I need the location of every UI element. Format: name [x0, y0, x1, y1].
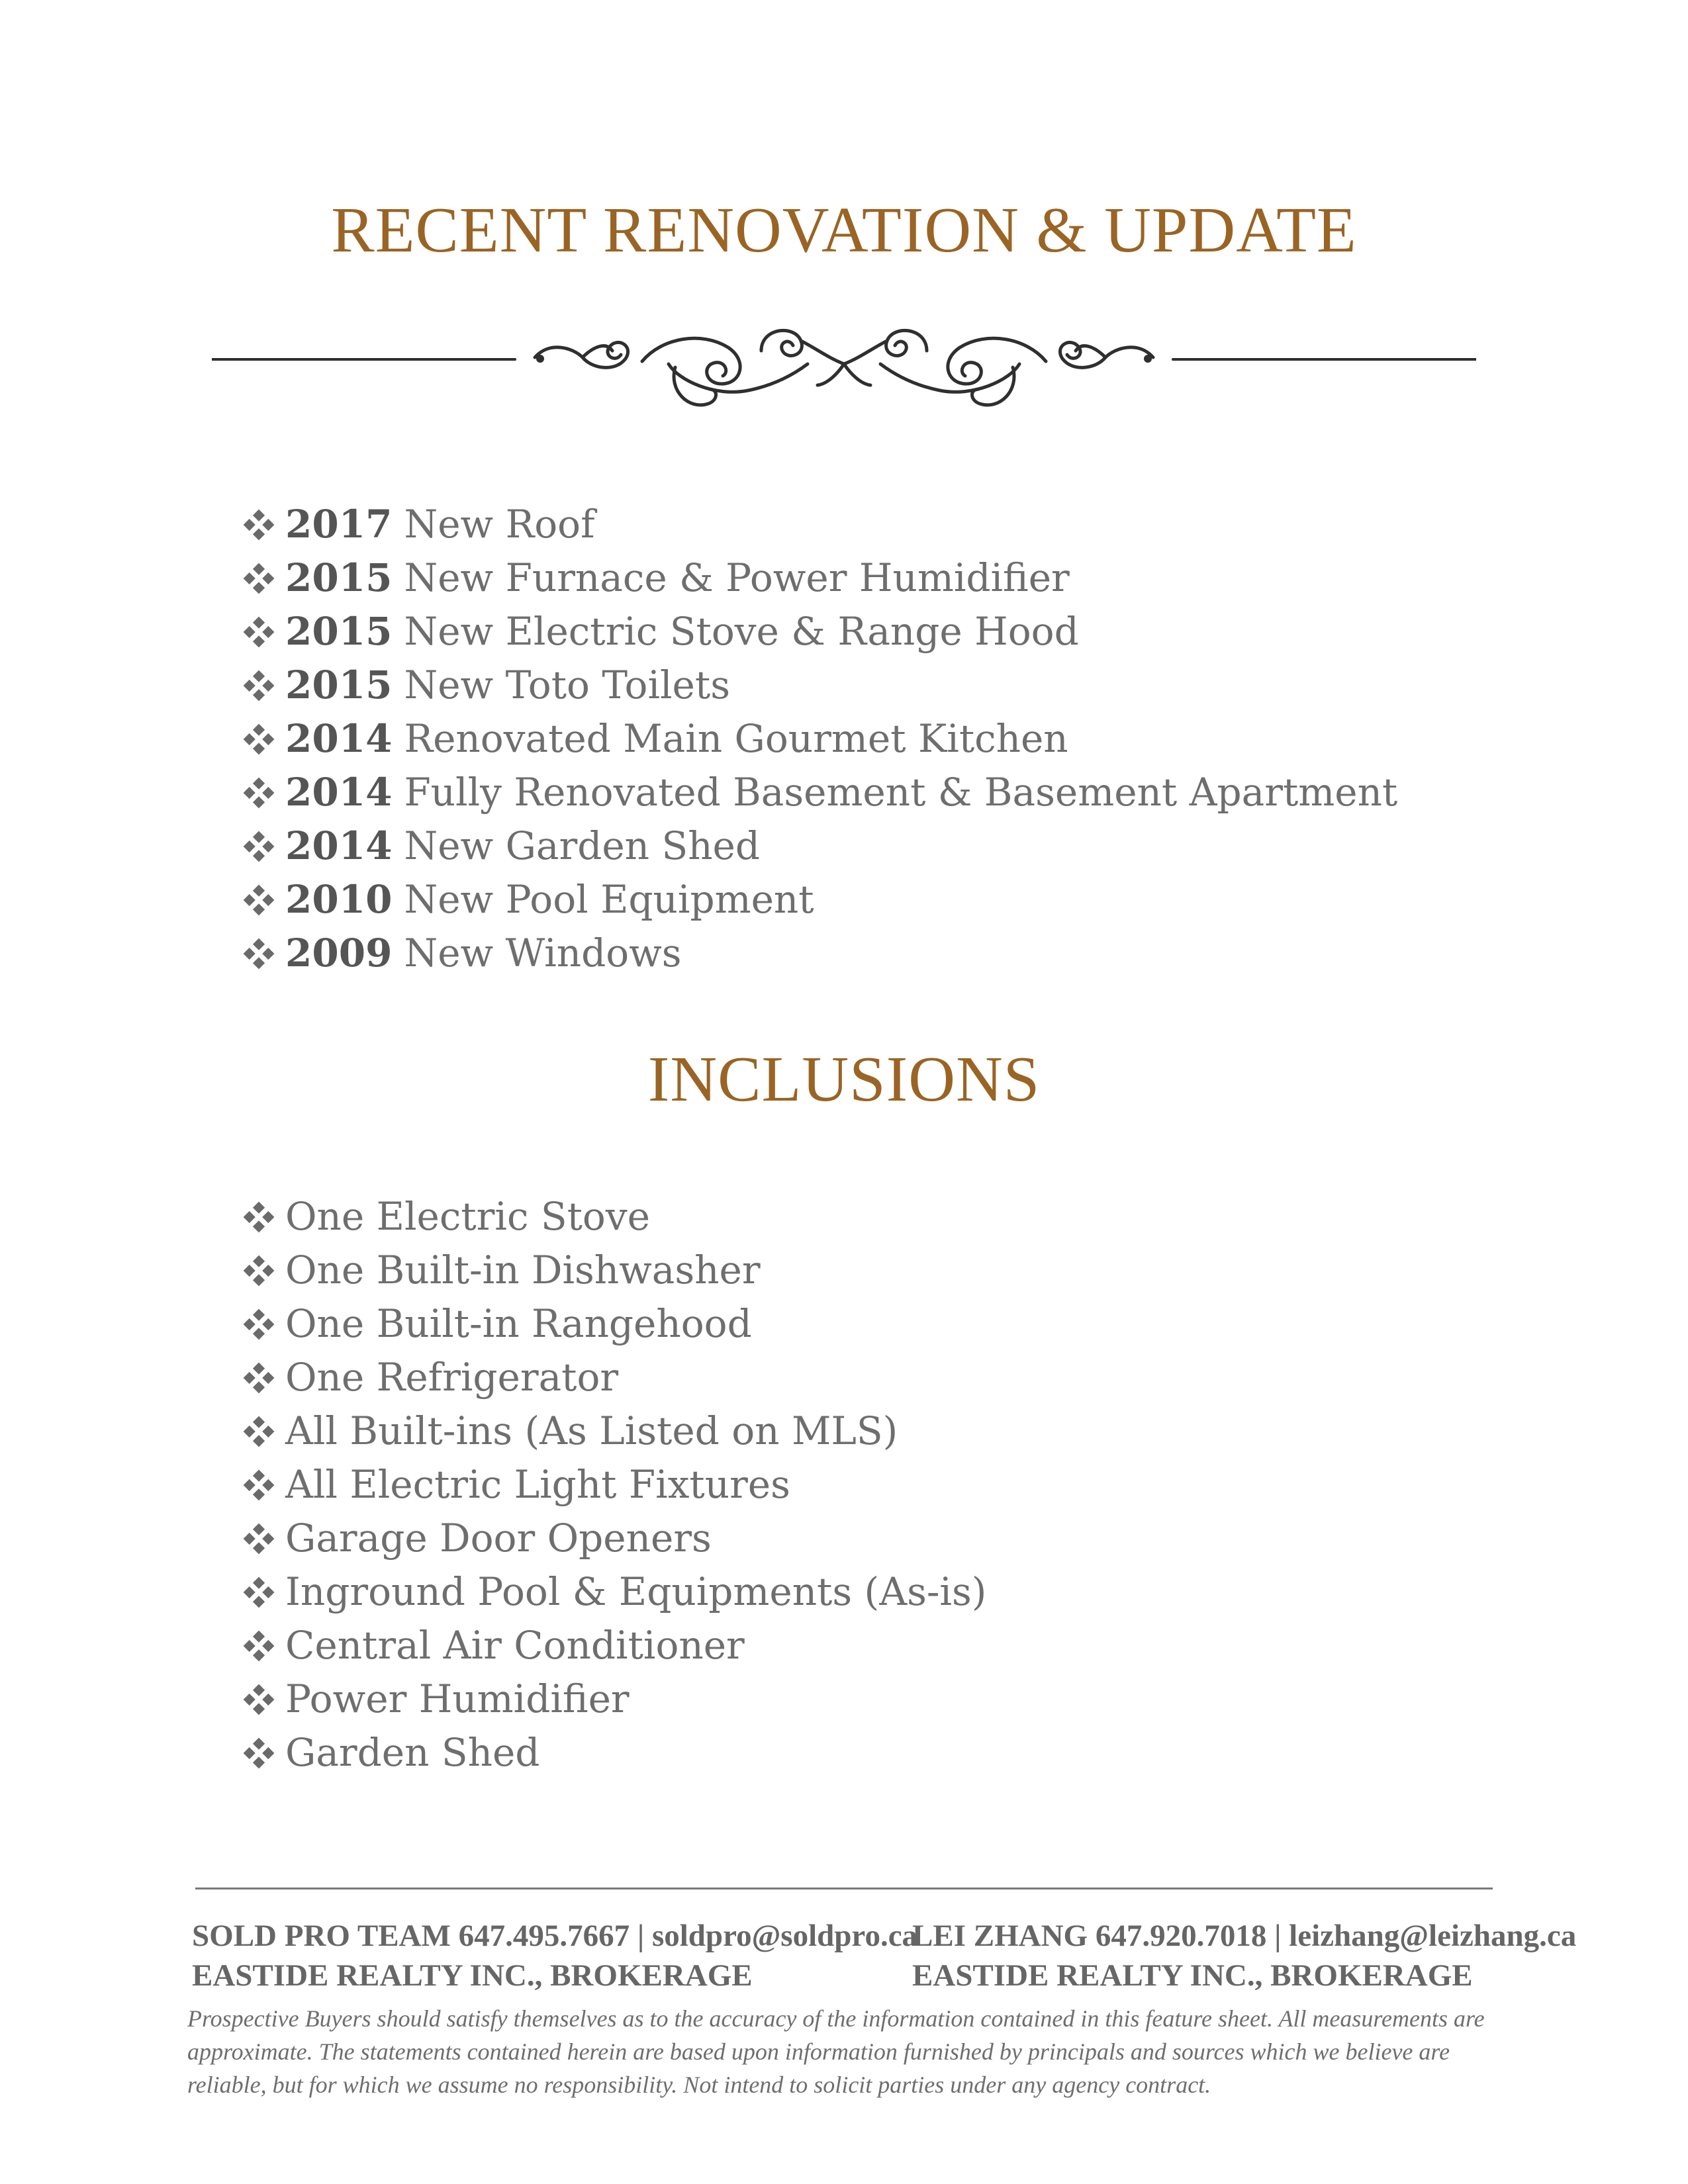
list-item: [242, 1672, 986, 1726]
renovation-text: Renovated Main Gourmet Kitchen: [404, 716, 1068, 761]
contact-right-line1: LEI ZHANG 647.920.7018 | leizhang@leizhang.ca: [912, 1919, 1577, 1953]
inclusion-text: Garage Door Openers: [285, 1516, 712, 1561]
inclusion-text: Inground Pool & Equipments (As-is): [285, 1569, 987, 1614]
four-diamond-icon: [242, 561, 276, 596]
list-item: [242, 605, 1397, 659]
four-diamond-icon: [242, 776, 276, 810]
four-diamond-icon: [242, 829, 276, 864]
four-diamond-icon: [242, 1629, 276, 1663]
inclusion-text: All Built-ins (As Listed on MLS): [285, 1408, 898, 1453]
four-diamond-icon: [242, 1307, 276, 1342]
disclaimer: Prospective Buyers should satisfy themselves as to the accuracy of the information contained in this feature sheet. All measurements are approximate. The statements contained herein are based upon information furnished by principals and sources which we believe are reliable, but for which we assume no responsibility. Not intend to solicit parties under any agency contract.: [187, 2005, 1485, 2098]
four-diamond-icon: [242, 668, 276, 703]
four-diamond-icon: [242, 615, 276, 649]
four-diamond-icon: [242, 1736, 276, 1770]
renovation-year: 2015: [285, 609, 393, 654]
contact-left: [192, 1916, 917, 1995]
renovation-text: Fully Renovated Basement & Basement Apartment: [404, 770, 1398, 815]
renovation-text: New Windows: [404, 931, 682, 976]
renovation-year: 2015: [285, 555, 393, 600]
four-diamond-icon: [242, 936, 276, 971]
list-item: [242, 1404, 986, 1458]
inclusion-text: Central Air Conditioner: [285, 1623, 745, 1668]
scroll-flourish-icon: [212, 311, 1476, 424]
four-diamond-icon: [242, 1575, 276, 1610]
list-item: [242, 1351, 986, 1404]
renovation-text: New Toto Toilets: [404, 662, 730, 707]
renovation-heading: RECENT RENOVATION & UPDATE: [331, 195, 1357, 266]
renovation-text: New Garden Shed: [404, 823, 761, 868]
list-item: [242, 1190, 986, 1244]
renovation-year: 2014: [285, 770, 393, 815]
list-item: [242, 1512, 986, 1565]
inclusion-text: One Built-in Rangehood: [285, 1301, 752, 1346]
contact-right: [912, 1916, 1576, 1995]
renovation-text: New Roof: [404, 502, 595, 547]
list-item: [242, 1565, 986, 1619]
inclusion-text: One Refrigerator: [285, 1355, 619, 1400]
renovation-year: 2010: [285, 877, 393, 922]
four-diamond-icon: [242, 1414, 276, 1449]
list-item: [242, 1619, 986, 1672]
inclusions-list: [242, 1190, 986, 1780]
list-item: [242, 712, 1397, 766]
four-diamond-icon: [242, 1253, 276, 1288]
list-item: [242, 1726, 986, 1780]
four-diamond-icon: [242, 883, 276, 917]
four-diamond-icon: [242, 1522, 276, 1556]
renovation-year: 2014: [285, 716, 393, 761]
renovation-list: [242, 498, 1397, 980]
four-diamond-icon: [242, 508, 276, 542]
list-item: [242, 551, 1397, 605]
list-item: [242, 1244, 986, 1297]
renovation-text: New Furnace & Power Humidifier: [404, 555, 1070, 600]
contact-left-line2: EASTIDE REALTY INC., BROKERAGE: [192, 1958, 753, 1993]
inclusion-text: Power Humidifier: [285, 1676, 630, 1721]
renovation-year: 2017: [285, 502, 393, 547]
inclusions-heading: INCLUSIONS: [647, 1044, 1041, 1115]
list-item: [242, 498, 1397, 551]
inclusion-text: Garden Shed: [285, 1730, 540, 1775]
contact-left-line1: SOLD PRO TEAM 647.495.7667 | soldpro@soldpro.ca: [192, 1919, 918, 1953]
inclusion-text: One Electric Stove: [285, 1194, 650, 1239]
renovation-text: New Pool Equipment: [404, 877, 814, 922]
renovation-year: 2009: [285, 931, 393, 976]
list-item: [242, 1458, 986, 1512]
inclusion-text: One Built-in Dishwasher: [285, 1248, 761, 1293]
four-diamond-icon: [242, 722, 276, 756]
renovation-year: 2015: [285, 662, 393, 707]
list-item: [242, 659, 1397, 712]
renovation-year: 2014: [285, 823, 393, 868]
contact-right-line2: EASTIDE REALTY INC., BROKERAGE: [912, 1958, 1473, 1993]
list-item: [242, 873, 1397, 927]
four-diamond-icon: [242, 1361, 276, 1395]
four-diamond-icon: [242, 1468, 276, 1502]
renovation-text: New Electric Stove & Range Hood: [404, 609, 1079, 654]
footer-divider: [195, 1888, 1493, 1889]
four-diamond-icon: [242, 1200, 276, 1234]
list-item: [242, 766, 1397, 819]
list-item: [242, 819, 1397, 873]
list-item: [242, 927, 1397, 980]
four-diamond-icon: [242, 1682, 276, 1717]
list-item: [242, 1297, 986, 1351]
inclusion-text: All Electric Light Fixtures: [285, 1462, 790, 1507]
